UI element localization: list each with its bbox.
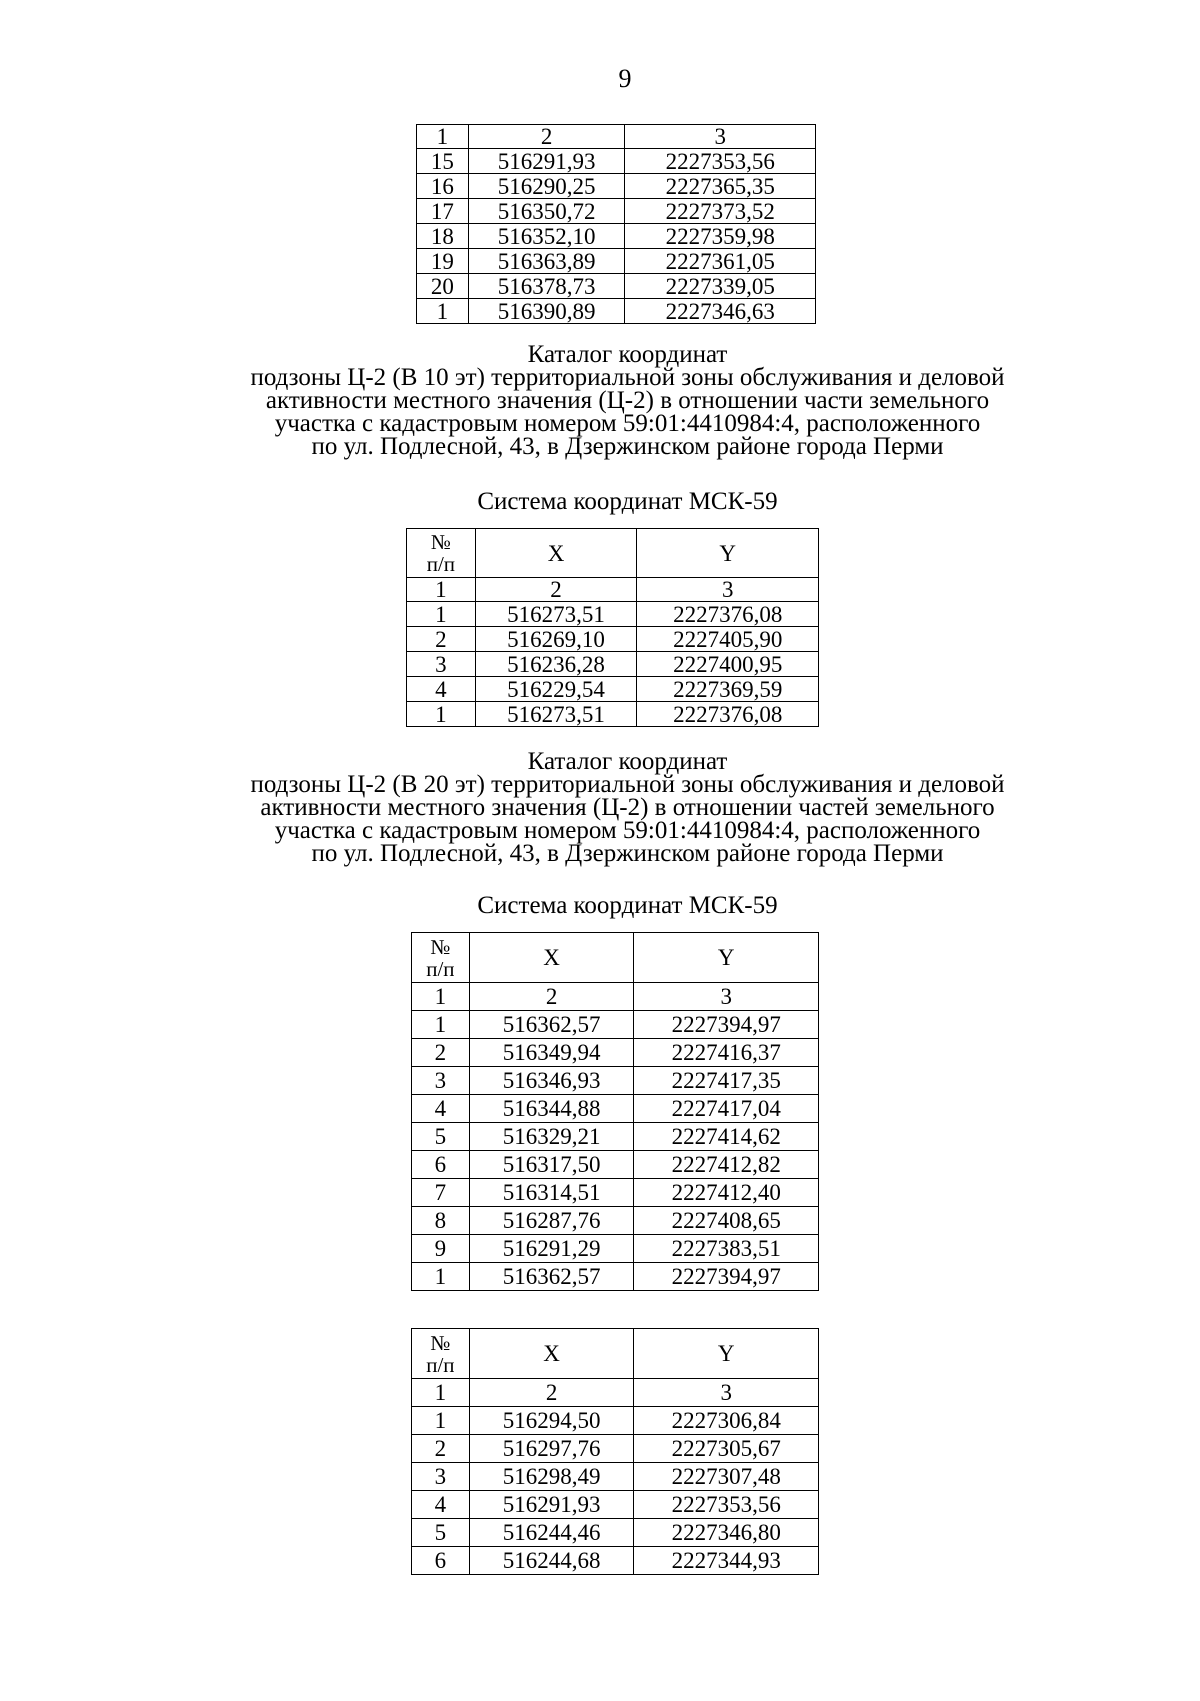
cell: 1 (412, 1011, 470, 1039)
cell: 9 (412, 1235, 470, 1263)
catalog-title: Каталог координат (527, 341, 728, 368)
cell: 1 (412, 1263, 470, 1291)
cell: 516290,25 (468, 174, 625, 199)
header-number (407, 529, 476, 578)
cell: 516378,73 (468, 274, 625, 299)
coordinate-table-continued (416, 124, 816, 324)
cell: 2227346,63 (625, 299, 816, 324)
cell: 2227365,35 (625, 174, 816, 199)
table-header-row (412, 933, 819, 983)
cell: 2 (407, 627, 476, 652)
cell: 516236,28 (475, 652, 637, 677)
table-row (412, 1235, 819, 1263)
cell: 516269,10 (475, 627, 637, 652)
table-row (412, 1095, 819, 1123)
cell: 516362,57 (469, 1011, 634, 1039)
cell: 2227306,84 (634, 1407, 819, 1435)
table-row (412, 1463, 819, 1491)
page-number: 9 (618, 64, 632, 93)
cell: 516291,29 (469, 1235, 634, 1263)
cell: 2 (412, 1039, 470, 1067)
table-row (407, 602, 819, 627)
cell: 2227412,40 (634, 1179, 819, 1207)
cell: 516352,10 (468, 224, 625, 249)
cell: 2227416,37 (634, 1039, 819, 1067)
cell: 2227394,97 (634, 1011, 819, 1039)
catalog-line: участка с кадастровым номером 59:01:4410984:4, расположенного (274, 817, 981, 844)
cell: 2 (412, 1435, 470, 1463)
table-numbering-row (407, 578, 819, 602)
table-row (412, 1207, 819, 1235)
cell: 2227417,04 (634, 1095, 819, 1123)
cell: 1 (412, 1407, 470, 1435)
header-x: X (475, 529, 637, 578)
cell: 516244,46 (469, 1519, 634, 1547)
cell: 3 (412, 1067, 470, 1095)
cell: 1 (407, 702, 476, 727)
coordinate-table-2 (411, 932, 819, 1291)
cell: 516390,89 (468, 299, 625, 324)
table-row (417, 249, 816, 274)
cell: 5 (412, 1123, 470, 1151)
cell: 516273,51 (475, 602, 637, 627)
cell: 1 (412, 1379, 470, 1407)
cell: 8 (412, 1207, 470, 1235)
cell: 2227376,08 (637, 602, 819, 627)
table-row (412, 1263, 819, 1291)
cell: 4 (407, 677, 476, 702)
catalog-line: по ул. Подлесной, 43, в Дзержинском районе города Перми (311, 840, 944, 867)
table-row (412, 1179, 819, 1207)
cell: 516298,49 (469, 1463, 634, 1491)
table-row (417, 224, 816, 249)
catalog-line: активности местного значения (Ц-2) в отношении частей земельного (260, 794, 995, 821)
cell: 2227394,97 (634, 1263, 819, 1291)
cell: 4 (412, 1095, 470, 1123)
catalog-title: Каталог координат (527, 748, 728, 775)
number-sign: № (430, 1330, 451, 1355)
table-row (412, 1491, 819, 1519)
cell: 1 (407, 578, 476, 602)
catalog-line: активности местного значения (Ц-2) в отношении части земельного (265, 387, 990, 414)
table-header-row (412, 1329, 819, 1379)
table-row (417, 299, 816, 324)
cell: 2227307,48 (634, 1463, 819, 1491)
cell: 2227405,90 (637, 627, 819, 652)
cell: 516362,57 (469, 1263, 634, 1291)
table-row (412, 1547, 819, 1575)
cell: 3 (637, 578, 819, 602)
cell: 516287,76 (469, 1207, 634, 1235)
cell: 2227408,65 (634, 1207, 819, 1235)
table-row (412, 1011, 819, 1039)
catalog-line: участка с кадастровым номером 59:01:4410984:4, расположенного (274, 410, 981, 437)
cell: 516291,93 (468, 149, 625, 174)
cell: 2227400,95 (637, 652, 819, 677)
coordinate-system-label: Система координат МСК-59 (477, 488, 778, 515)
cell: 19 (417, 249, 469, 274)
table-row (412, 1123, 819, 1151)
header-x: X (469, 1329, 634, 1379)
cell: 516317,50 (469, 1151, 634, 1179)
cell: 516344,88 (469, 1095, 634, 1123)
cell: 2 (475, 578, 637, 602)
cell: 1 (417, 299, 469, 324)
cell: 2227353,56 (634, 1491, 819, 1519)
catalog-heading-1 (150, 343, 1105, 458)
cell: 2227376,08 (637, 702, 819, 727)
cell: 516244,68 (469, 1547, 634, 1575)
cell: 516294,50 (469, 1407, 634, 1435)
cell: 18 (417, 224, 469, 249)
table-numbering-row (412, 983, 819, 1011)
table-row (417, 274, 816, 299)
cell: 2 (469, 1379, 634, 1407)
cell: 3 (412, 1463, 470, 1491)
number-sign: № (430, 530, 451, 554)
cell: 516273,51 (475, 702, 637, 727)
header-y: Y (634, 1329, 819, 1379)
cell: 2227305,67 (634, 1435, 819, 1463)
catalog-line: подзоны Ц-2 (В 10 эт) территориальной зоны обслуживания и деловой (250, 364, 1005, 391)
cell: 5 (412, 1519, 470, 1547)
coordinate-table-1 (406, 528, 819, 727)
pp-label: п/п (426, 552, 456, 576)
header-number (412, 933, 470, 983)
cell: 2 (468, 125, 625, 149)
catalog-heading-2 (150, 750, 1105, 865)
cell: 516350,72 (468, 199, 625, 224)
cell: 20 (417, 274, 469, 299)
coordinate-table-3 (411, 1328, 819, 1575)
cell: 2227339,05 (625, 274, 816, 299)
table-row (407, 627, 819, 652)
pp-label: п/п (426, 956, 455, 981)
cell: 3 (625, 125, 816, 149)
table-row (407, 677, 819, 702)
cell: 2227369,59 (637, 677, 819, 702)
table-header-row (407, 529, 819, 578)
cell: 516329,21 (469, 1123, 634, 1151)
cell: 16 (417, 174, 469, 199)
cell: 516297,76 (469, 1435, 634, 1463)
table-row (412, 1039, 819, 1067)
header-x: X (469, 933, 634, 983)
pp-label: п/п (426, 1352, 455, 1377)
cell: 4 (412, 1491, 470, 1519)
cell: 2227359,98 (625, 224, 816, 249)
cell: 3 (634, 1379, 819, 1407)
cell: 3 (634, 983, 819, 1011)
cell: 15 (417, 149, 469, 174)
catalog-line: подзоны Ц-2 (В 20 эт) территориальной зоны обслуживания и деловой (250, 771, 1005, 798)
table-row (417, 174, 816, 199)
number-sign: № (430, 934, 451, 959)
cell: 1 (417, 125, 469, 149)
table-row (412, 1151, 819, 1179)
table-row (412, 1519, 819, 1547)
cell: 2 (469, 983, 634, 1011)
cell: 2227412,82 (634, 1151, 819, 1179)
cell: 516349,94 (469, 1039, 634, 1067)
cell: 516314,51 (469, 1179, 634, 1207)
cell: 2227383,51 (634, 1235, 819, 1263)
table-row (412, 1407, 819, 1435)
table-row (412, 1435, 819, 1463)
cell: 7 (412, 1179, 470, 1207)
coordinate-system-label: Система координат МСК-59 (477, 892, 778, 919)
cell: 17 (417, 199, 469, 224)
table-row (417, 149, 816, 174)
table-row (412, 1067, 819, 1095)
cell: 2227414,62 (634, 1123, 819, 1151)
header-y: Y (637, 529, 819, 578)
cell: 516346,93 (469, 1067, 634, 1095)
cell: 6 (412, 1151, 470, 1179)
cell: 2227417,35 (634, 1067, 819, 1095)
cell: 1 (412, 983, 470, 1011)
catalog-line: по ул. Подлесной, 43, в Дзержинском районе города Перми (311, 433, 944, 460)
cell: 2227353,56 (625, 149, 816, 174)
table-row (417, 199, 816, 224)
table-row (407, 702, 819, 727)
cell: 6 (412, 1547, 470, 1575)
cell: 2227344,93 (634, 1547, 819, 1575)
cell: 516229,54 (475, 677, 637, 702)
cell: 3 (407, 652, 476, 677)
header-number (412, 1329, 470, 1379)
cell: 2227346,80 (634, 1519, 819, 1547)
cell: 2227361,05 (625, 249, 816, 274)
table-numbering-row (417, 125, 816, 149)
cell: 2227373,52 (625, 199, 816, 224)
table-row (407, 652, 819, 677)
cell: 516291,93 (469, 1491, 634, 1519)
cell: 516363,89 (468, 249, 625, 274)
cell: 1 (407, 602, 476, 627)
header-y: Y (634, 933, 819, 983)
table-numbering-row (412, 1379, 819, 1407)
